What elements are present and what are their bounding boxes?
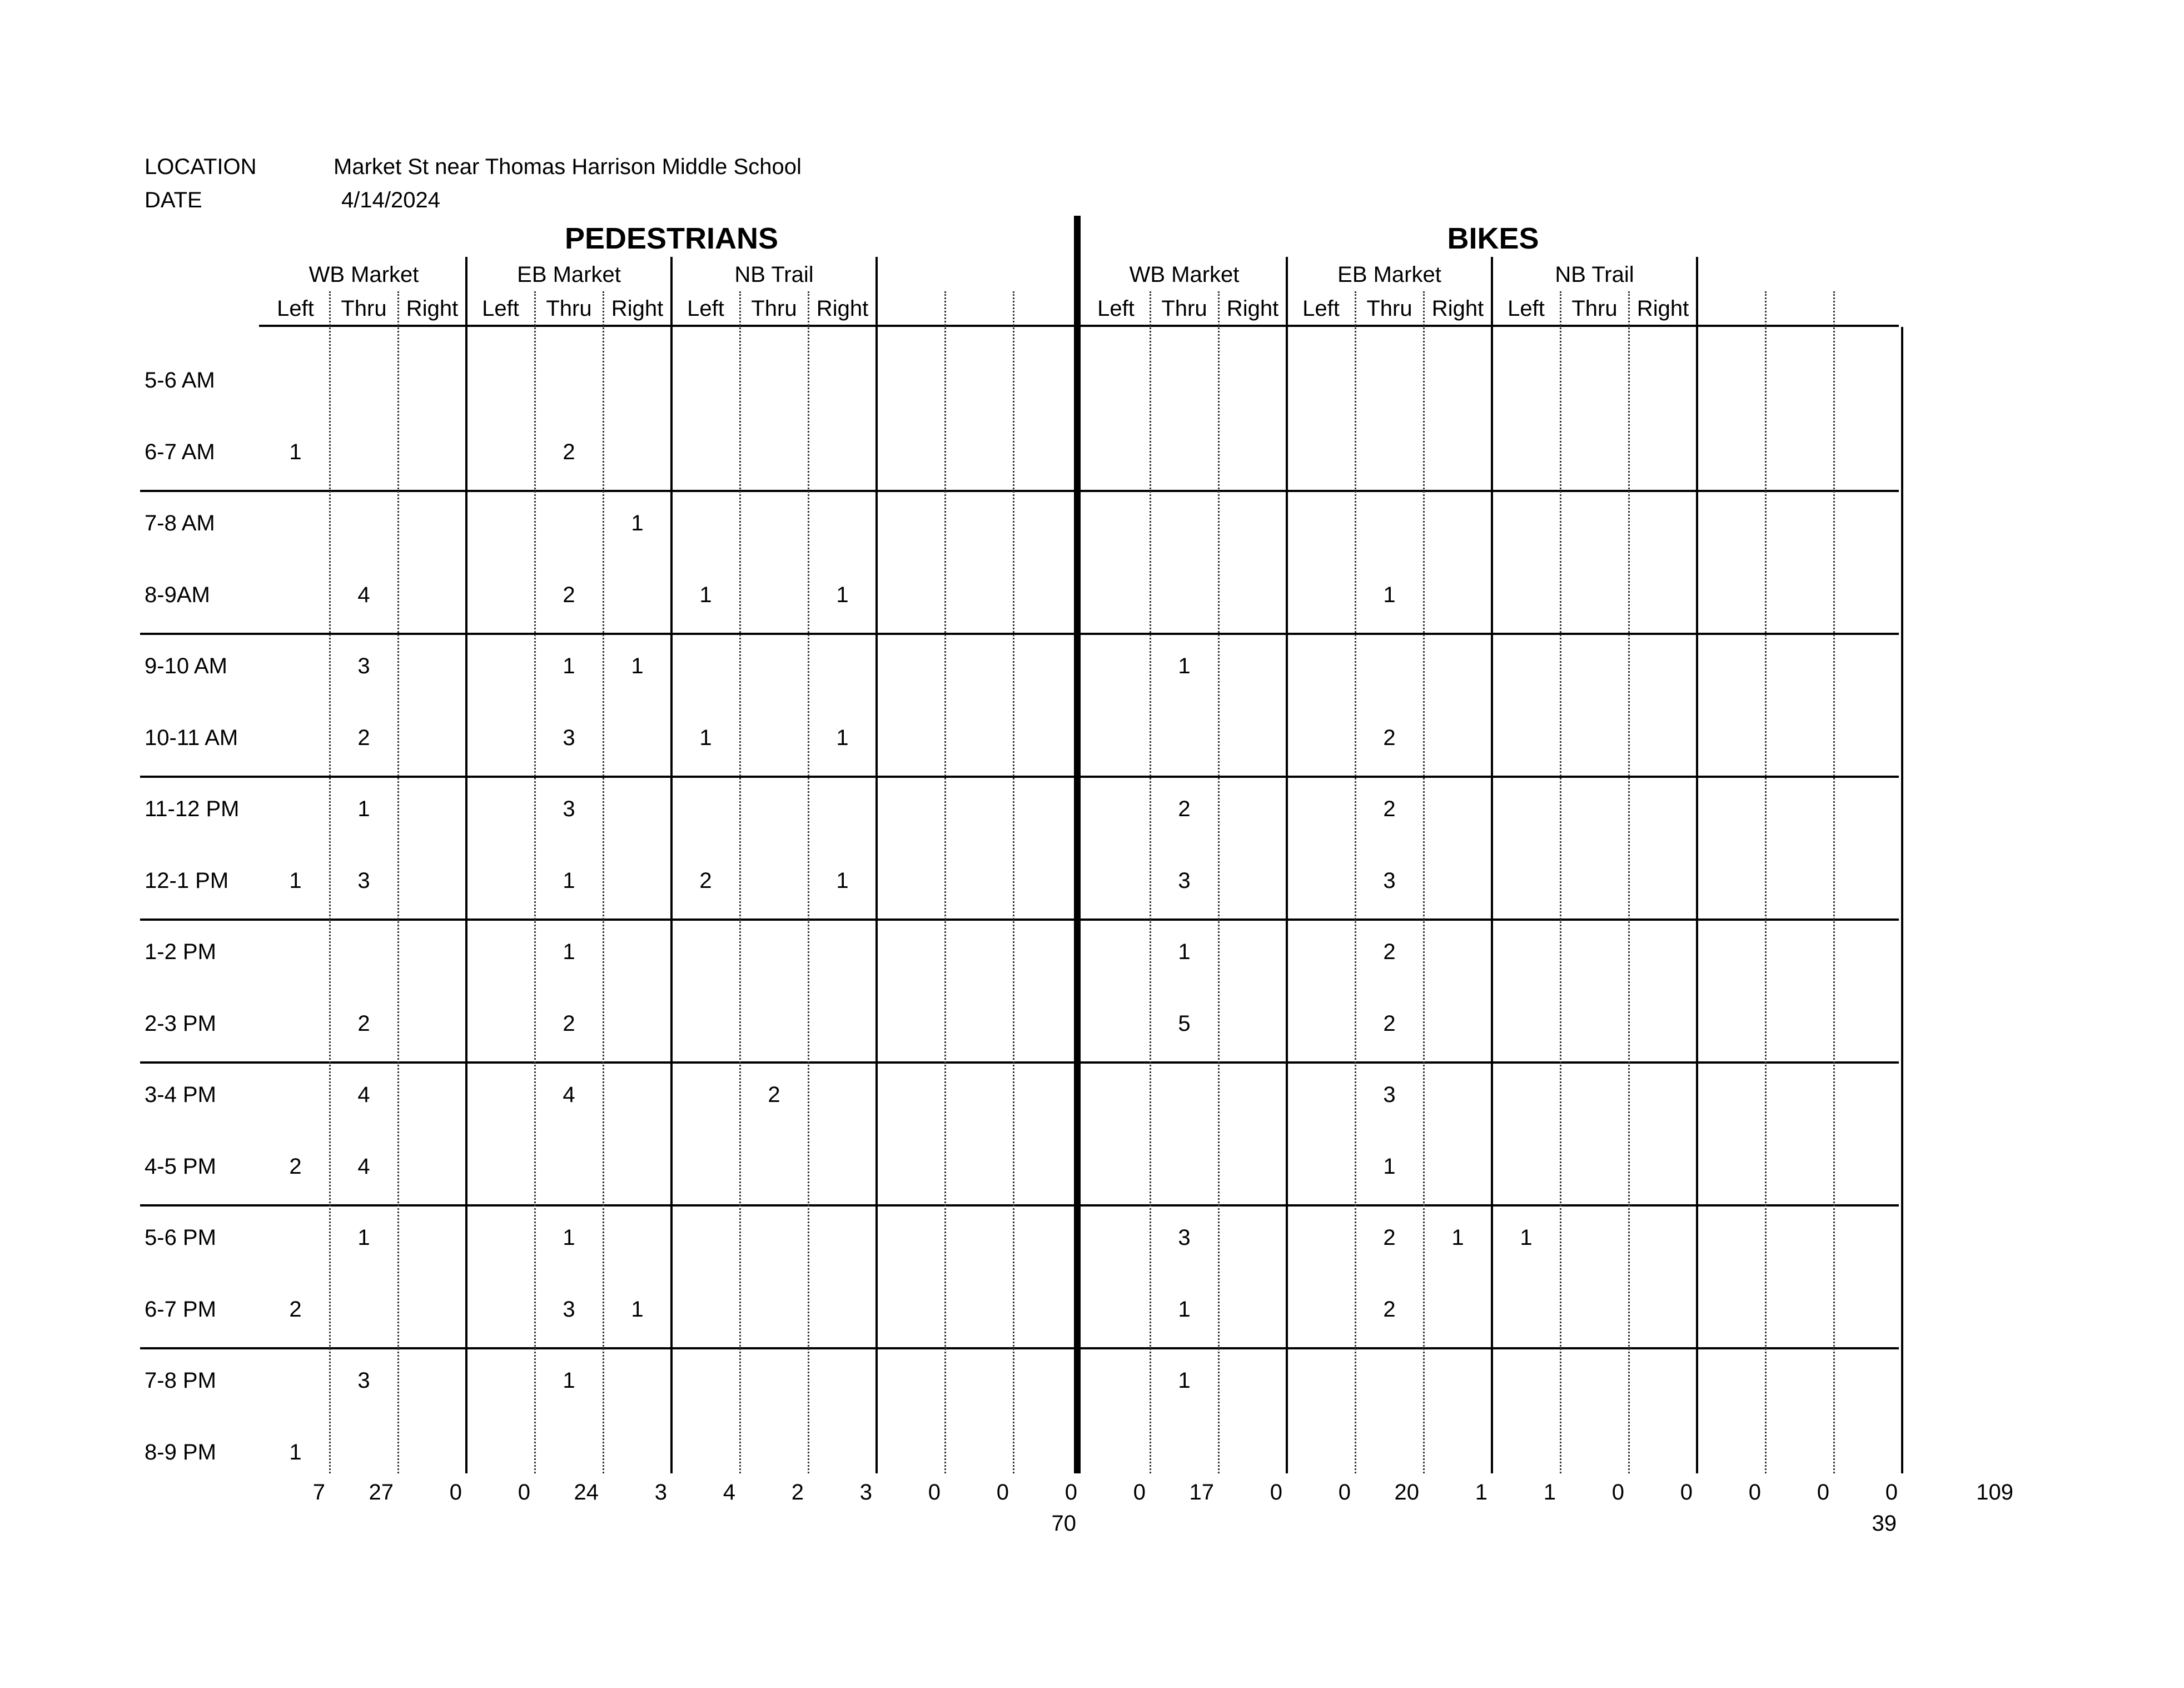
- pedestrian-column-total: 3: [654, 1480, 667, 1505]
- bikes-movement-header: Left: [1097, 296, 1135, 321]
- row-group-separator: [140, 1204, 1899, 1207]
- pedestrian-count-cell: 1: [836, 583, 849, 607]
- pedestrian-count-cell: 1: [289, 868, 302, 893]
- pedestrian-column-total: 0: [449, 1480, 462, 1505]
- pedestrians-movement-header: Thru: [751, 296, 797, 321]
- pedestrian-column-total: 2: [791, 1480, 804, 1505]
- bikes-movement-header: Thru: [1161, 296, 1207, 321]
- bike-column-total: 1: [1475, 1480, 1487, 1505]
- pedestrians-movement-header: Right: [406, 296, 459, 321]
- bike-count-cell: 1: [1383, 1154, 1396, 1179]
- pedestrians-movement-header: Left: [687, 296, 724, 321]
- time-period-label: 6-7 PM: [145, 1297, 216, 1322]
- pedestrians-movement-header: Thru: [341, 296, 387, 321]
- bikes-movement-header: Thru: [1571, 296, 1618, 321]
- pedestrian-column-total: 0: [1064, 1480, 1077, 1505]
- pedestrian-count-cell: 2: [563, 440, 575, 464]
- bike-count-cell: 1: [1178, 1368, 1191, 1393]
- bikes-movement-divider: [1628, 291, 1630, 1473]
- bikes-movement-header: Left: [1508, 296, 1545, 321]
- pedestrians-movement-header: Left: [482, 296, 519, 321]
- bike-column-total: 0: [1611, 1480, 1624, 1505]
- pedestrian-count-cell: 3: [563, 1297, 575, 1322]
- bike-column-total: 0: [1748, 1480, 1761, 1505]
- time-period-label: 4-5 PM: [145, 1154, 216, 1179]
- bikes-group-divider: [1901, 327, 1903, 1473]
- bike-column-total: 0: [1885, 1480, 1898, 1505]
- row-group-separator: [140, 1347, 1899, 1349]
- pedestrian-count-cell: 1: [699, 583, 712, 607]
- time-period-label: 6-7 AM: [145, 440, 215, 464]
- pedestrian-count-cell: 2: [357, 1011, 370, 1036]
- pedestrian-column-total: 0: [518, 1480, 530, 1505]
- pedestrians-movement-header: Left: [277, 296, 314, 321]
- pedestrians-title: PEDESTRIANS: [564, 222, 779, 255]
- pedestrian-count-cell: 2: [768, 1083, 780, 1107]
- pedestrian-column-total: 4: [723, 1480, 735, 1505]
- row-group-separator: [140, 633, 1899, 635]
- pedestrian-count-cell: 3: [563, 726, 575, 750]
- bikes-movement-divider: [1218, 291, 1220, 1473]
- time-period-label: 3-4 PM: [145, 1083, 216, 1107]
- pedestrians-group-divider: [465, 257, 467, 1473]
- pedestrian-count-cell: 3: [357, 1368, 370, 1393]
- bike-count-cell: 2: [1383, 726, 1396, 750]
- time-period-label: 8-9 PM: [145, 1440, 216, 1464]
- location-label: LOCATION: [145, 155, 257, 179]
- bikes-movement-header: Right: [1226, 296, 1279, 321]
- overall-grand-total: 109: [1976, 1480, 2013, 1505]
- bike-count-cell: 5: [1178, 1011, 1191, 1036]
- pedestrians-movement-divider: [603, 291, 604, 1473]
- bike-column-total: 20: [1394, 1480, 1419, 1505]
- section-divider: [1074, 216, 1081, 1473]
- time-period-label: 10-11 AM: [145, 726, 238, 750]
- bikes-movement-divider: [1765, 291, 1767, 1473]
- bike-column-total: 0: [1270, 1480, 1282, 1505]
- pedestrian-count-cell: 1: [563, 868, 575, 893]
- bikes-movement-divider: [1560, 291, 1561, 1473]
- time-period-label: 5-6 PM: [145, 1225, 216, 1250]
- pedestrian-count-cell: 1: [563, 1225, 575, 1250]
- bikes-group-divider: [1491, 257, 1493, 1473]
- bikes-movement-header: Right: [1431, 296, 1484, 321]
- pedestrian-count-cell: 3: [357, 868, 370, 893]
- bike-count-cell: 2: [1383, 940, 1396, 964]
- pedestrian-count-cell: 2: [289, 1154, 302, 1179]
- bikes-movement-divider: [1423, 291, 1425, 1473]
- bike-count-cell: 2: [1383, 797, 1396, 821]
- pedestrian-count-cell: 2: [563, 1011, 575, 1036]
- pedestrian-count-cell: 4: [563, 1083, 575, 1107]
- pedestrian-count-cell: 1: [563, 1368, 575, 1393]
- pedestrian-count-cell: 1: [563, 940, 575, 964]
- bikes-group-divider: [1696, 257, 1698, 1473]
- pedestrians-movement-divider: [1013, 291, 1014, 1473]
- row-group-separator: [140, 919, 1899, 921]
- pedestrian-count-cell: 4: [357, 583, 370, 607]
- bike-count-cell: 1: [1178, 654, 1191, 678]
- bike-count-cell: 2: [1383, 1225, 1396, 1250]
- pedestrian-count-cell: 3: [357, 654, 370, 678]
- bike-count-cell: 1: [1178, 1297, 1191, 1322]
- pedestrians-approach-header: NB Trail: [734, 262, 814, 287]
- pedestrians-movement-divider: [944, 291, 946, 1473]
- bike-count-cell: 2: [1383, 1297, 1396, 1322]
- time-period-label: 2-3 PM: [145, 1011, 216, 1036]
- pedestrians-movement-divider: [534, 291, 536, 1473]
- pedestrian-count-cell: 1: [357, 797, 370, 821]
- pedestrians-approach-header: EB Market: [517, 262, 621, 287]
- bikes-movement-divider: [1833, 291, 1835, 1473]
- pedestrians-movement-divider: [808, 291, 809, 1473]
- bike-column-total: 1: [1543, 1480, 1556, 1505]
- bike-count-cell: 2: [1178, 797, 1191, 821]
- time-period-label: 9-10 AM: [145, 654, 227, 678]
- bike-count-cell: 3: [1178, 1225, 1191, 1250]
- pedestrians-movement-divider: [739, 291, 741, 1473]
- row-group-separator: [140, 490, 1899, 492]
- pedestrians-group-divider: [875, 257, 878, 1473]
- pedestrian-count-cell: 1: [631, 1297, 644, 1322]
- pedestrian-count-cell: 1: [289, 1440, 302, 1464]
- time-period-label: 7-8 PM: [145, 1368, 216, 1393]
- bikes-approach-header: WB Market: [1129, 262, 1240, 287]
- pedestrian-count-cell: 1: [836, 726, 849, 750]
- time-period-label: 7-8 AM: [145, 511, 215, 535]
- time-period-label: 11-12 PM: [145, 797, 240, 821]
- bikes-movement-header: Left: [1302, 296, 1340, 321]
- bikes-movement-header: Right: [1636, 296, 1689, 321]
- bikes-group-divider: [1286, 257, 1288, 1473]
- pedestrian-count-cell: 3: [563, 797, 575, 821]
- pedestrian-count-cell: 1: [289, 440, 302, 464]
- bikes-movement-divider: [1150, 291, 1151, 1473]
- pedestrians-movement-header: Right: [816, 296, 869, 321]
- bike-count-cell: 1: [1451, 1225, 1464, 1250]
- bikes-approach-header: NB Trail: [1555, 262, 1634, 287]
- bike-count-cell: 3: [1383, 868, 1396, 893]
- bikes-approach-header: EB Market: [1337, 262, 1441, 287]
- pedestrian-count-cell: 4: [357, 1154, 370, 1179]
- pedestrians-group-divider: [670, 257, 673, 1473]
- bike-column-total: 0: [1680, 1480, 1693, 1505]
- bike-count-cell: 3: [1178, 868, 1191, 893]
- pedestrian-count-cell: 2: [357, 726, 370, 750]
- bikes-movement-header: Thru: [1366, 296, 1412, 321]
- bike-grand-total: 39: [1872, 1511, 1897, 1536]
- bike-count-cell: 1: [1383, 583, 1396, 607]
- bike-column-total: 0: [1338, 1480, 1351, 1505]
- bike-count-cell: 1: [1178, 940, 1191, 964]
- pedestrian-column-total: 27: [369, 1480, 394, 1505]
- pedestrian-count-cell: 1: [357, 1225, 370, 1250]
- time-period-label: 1-2 PM: [145, 940, 216, 964]
- location-value: Market St near Thomas Harrison Middle School: [334, 155, 802, 179]
- pedestrian-column-total: 0: [928, 1480, 941, 1505]
- pedestrian-column-total: 3: [859, 1480, 872, 1505]
- pedestrians-movement-header: Right: [611, 296, 664, 321]
- bike-count-cell: 2: [1383, 1011, 1396, 1036]
- time-period-label: 12-1 PM: [145, 868, 229, 893]
- pedestrian-column-total: 7: [312, 1480, 325, 1505]
- pedestrian-count-cell: 2: [563, 583, 575, 607]
- pedestrian-count-cell: 4: [357, 1083, 370, 1107]
- time-period-label: 8-9AM: [145, 583, 210, 607]
- pedestrian-column-total: 0: [996, 1480, 1009, 1505]
- pedestrians-movement-divider: [329, 291, 331, 1473]
- pedestrians-movement-header: Thru: [546, 296, 592, 321]
- row-group-separator: [140, 1061, 1899, 1064]
- pedestrian-count-cell: 1: [563, 654, 575, 678]
- pedestrians-movement-divider: [397, 291, 399, 1473]
- pedestrian-grand-total: 70: [1051, 1511, 1076, 1536]
- bike-column-total: 0: [1817, 1480, 1829, 1505]
- pedestrian-column-total: 24: [574, 1480, 599, 1505]
- date-value: 4/14/2024: [341, 188, 440, 212]
- time-period-label: 5-6 AM: [145, 368, 215, 393]
- bike-count-cell: 1: [1520, 1225, 1533, 1250]
- pedestrian-count-cell: 2: [289, 1297, 302, 1322]
- row-group-separator: [140, 776, 1899, 778]
- pedestrians-approach-header: WB Market: [309, 262, 419, 287]
- bikes-movement-divider: [1355, 291, 1356, 1473]
- bike-column-total: 0: [1133, 1480, 1146, 1505]
- bike-column-total: 17: [1189, 1480, 1214, 1505]
- pedestrian-count-cell: 1: [631, 654, 644, 678]
- bike-count-cell: 3: [1383, 1083, 1396, 1107]
- pedestrian-count-cell: 1: [836, 868, 849, 893]
- pedestrian-count-cell: 2: [699, 868, 712, 893]
- pedestrian-count-cell: 1: [631, 511, 644, 535]
- bikes-title: BIKES: [1447, 222, 1539, 255]
- date-label: DATE: [145, 188, 202, 212]
- pedestrian-count-cell: 1: [699, 726, 712, 750]
